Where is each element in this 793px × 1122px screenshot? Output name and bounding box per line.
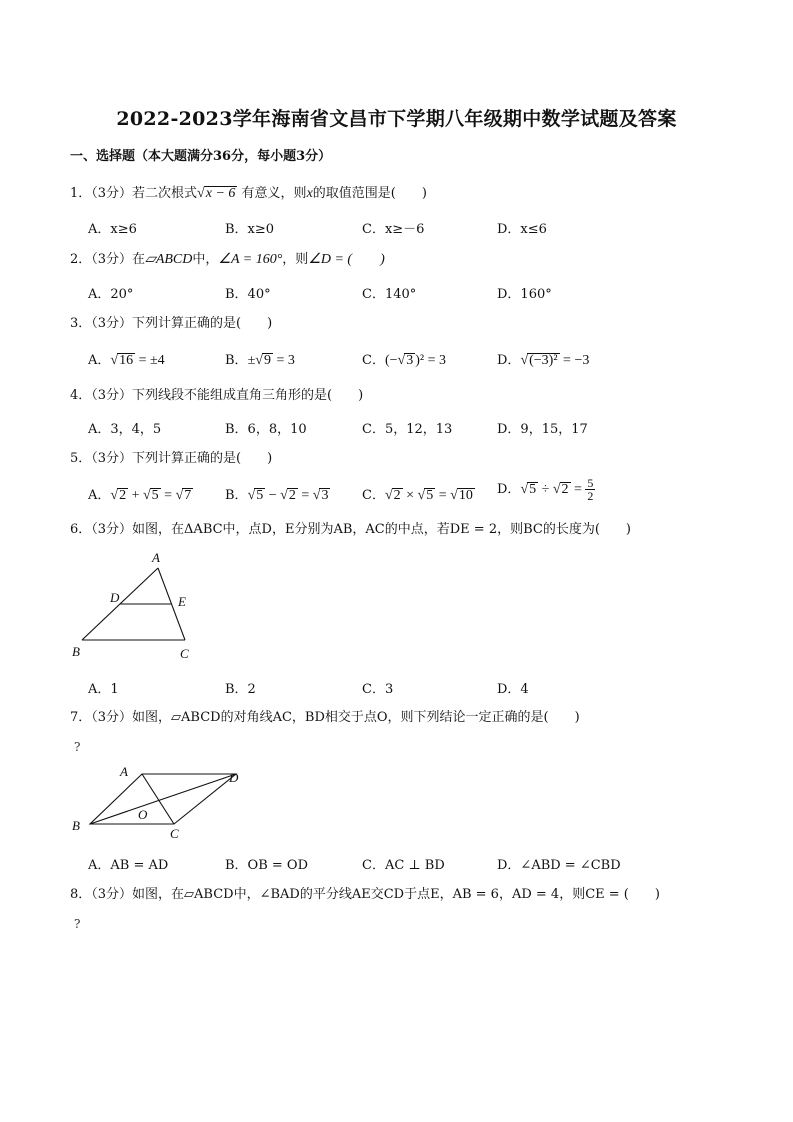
q5-b-label: B． xyxy=(225,488,248,503)
q5-b-op: − xyxy=(265,488,281,503)
q3-b-label: B． xyxy=(225,353,248,368)
q1-option-b[interactable]: B．x≥0 xyxy=(225,222,275,237)
q6-option-c[interactable]: C．3 xyxy=(362,682,394,697)
q3-option-a[interactable]: A．√16 = ±4 xyxy=(88,353,165,368)
q6-option-a[interactable]: A．1 xyxy=(88,682,119,697)
q7-option-d[interactable]: D．∠ABD = ∠CBD xyxy=(497,858,621,873)
q3-a-rest: = ±4 xyxy=(135,353,165,368)
q5-option-b[interactable]: B．√5 − √2 = √3 xyxy=(225,488,329,503)
q5-d-op: ÷ xyxy=(538,482,553,497)
q2-prefix: 2．（3分）在 xyxy=(70,252,146,267)
q3-d-rest: = −3 xyxy=(559,353,590,368)
label-a: A xyxy=(120,764,128,779)
q1-radicand: x − 6 xyxy=(205,186,236,201)
q3-option-d[interactable]: D．√(−3)² = −3 xyxy=(497,353,590,368)
q5-d-numerator: 5 xyxy=(587,476,594,490)
label-b: B xyxy=(72,818,80,833)
q6-option-d[interactable]: D．4 xyxy=(497,682,529,697)
q5-a-r3: 7 xyxy=(184,488,192,503)
q3-option-b[interactable]: B．±√9 = 3 xyxy=(225,353,295,368)
q3-c-label: C． xyxy=(362,353,385,368)
question-6: 6．（3分）如图，在ΔABC中，点D，E分别为AB，AC的中点，若DE = 2，则BC的长度为( ) xyxy=(70,522,631,537)
question-2 xyxy=(70,248,385,268)
q5-d-label: D． xyxy=(497,482,521,497)
q5-option-a[interactable]: A．√2 + √5 = √7 xyxy=(88,488,192,503)
q5-a-r1: 2 xyxy=(119,488,127,503)
q3-b-rest: = 3 xyxy=(272,353,295,368)
label-d: D xyxy=(229,770,239,785)
label-b: B xyxy=(72,644,80,659)
parallelogram-figure xyxy=(70,762,250,842)
q4-option-d[interactable]: D．9，15，17 xyxy=(497,422,588,437)
q3-option-c[interactable]: C．(−√3 )² = 3 xyxy=(362,353,446,368)
q7-missing-image-mark: ? xyxy=(74,740,81,754)
question-1: 1．（3分）若二次根式√x − 6 有意义，则x的取值范围是( ) xyxy=(70,186,427,201)
q3-b-pre: ± xyxy=(247,353,256,368)
q5-d-eq: = xyxy=(570,482,586,497)
q1-suffix-a: 有意义，则 xyxy=(241,186,307,201)
q5-d-r2: 2 xyxy=(561,482,569,497)
q3-a-label: A． xyxy=(88,353,111,368)
label-c: C xyxy=(180,646,189,661)
q2-sep: ，则 xyxy=(282,252,309,267)
label-a: A xyxy=(152,550,160,565)
q1-option-d[interactable]: D．x≤6 xyxy=(497,222,547,237)
q1-option-c[interactable]: C．x≥－6 xyxy=(362,222,425,237)
q4-option-a[interactable]: A．3，4，5 xyxy=(88,422,162,437)
q5-c-op: × xyxy=(402,488,418,503)
q5-b-r1: 5 xyxy=(256,488,264,503)
question-7: 7．（3分）如图，▱ABCD的对角线AC，BD相交于点O，则下列结论一定正确的是( ) xyxy=(70,710,580,725)
q3-a-radicand: 16 xyxy=(119,353,134,368)
q3-d-label: D． xyxy=(497,353,521,368)
label-e: E xyxy=(178,594,186,609)
question-5: 5．（3分）下列计算正确的是( ) xyxy=(70,451,273,466)
q1-option-a[interactable]: A．x≥6 xyxy=(88,222,137,237)
q3-c-rest: )² = 3 xyxy=(415,353,446,368)
q2-option-a[interactable]: A．20° xyxy=(88,287,134,302)
q4-option-c[interactable]: C．5，12，13 xyxy=(362,422,453,437)
q3-c-radicand: 3 xyxy=(406,353,414,368)
q1-var: x xyxy=(306,186,313,201)
q5-d-denominator: 2 xyxy=(587,489,594,503)
q5-b-r3: 3 xyxy=(321,488,329,503)
triangle-figure xyxy=(70,548,210,666)
q3-c-pre: (− xyxy=(384,353,398,368)
q3-b-radicand: 9 xyxy=(263,353,271,368)
q5-option-d[interactable]: D．√5 ÷ √2 = $\frac{5}{2}$ xyxy=(497,476,594,503)
q7-option-b[interactable]: B．OB = OD xyxy=(225,858,309,873)
q5-d-r1: 5 xyxy=(529,482,537,497)
section-heading: 一、选择题（本大题满分36分，每小题3分） xyxy=(70,149,332,164)
q5-c-r3: 10 xyxy=(458,488,473,503)
q5-a-op: + xyxy=(128,488,143,503)
q2-option-d[interactable]: D．160° xyxy=(497,287,552,302)
q2-parallelogram: ▱ABCD xyxy=(145,252,193,267)
q5-a-label: A． xyxy=(88,488,111,503)
q2-angle: ∠A = 160° xyxy=(218,252,283,267)
diagonal-bd xyxy=(90,774,236,824)
q8-missing-image-mark: ? xyxy=(74,917,81,931)
label-c: C xyxy=(170,826,179,841)
q2-option-c[interactable]: C．140° xyxy=(362,287,417,302)
q7-option-a[interactable]: A．AB = AD xyxy=(88,858,169,873)
q5-c-label: C． xyxy=(362,488,385,503)
q5-c-r1: 2 xyxy=(393,488,401,503)
q5-d-fraction xyxy=(585,477,595,502)
q1-prefix: 1．（3分）若二次根式 xyxy=(70,186,198,201)
q7-option-c[interactable]: C．AC ⊥ BD xyxy=(362,858,445,873)
q2-ask: ∠D = ( ) xyxy=(308,252,385,267)
question-3: 3．（3分）下列计算正确的是( ) xyxy=(70,316,273,331)
q2-mid: 中， xyxy=(192,252,219,267)
q6-option-b[interactable]: B．2 xyxy=(225,682,256,697)
q5-c-eq: = xyxy=(435,488,451,503)
question-8: 8．（3分）如图，在▱ABCD中，∠BAD的平分线AE交CD于点E，AB = 6，AD = 4，则CE = ( ) xyxy=(70,887,660,902)
q1-suffix-b: 的取值范围是( ) xyxy=(312,186,427,201)
label-d: D xyxy=(110,590,120,605)
q5-c-r2: 5 xyxy=(426,488,434,503)
q4-option-b[interactable]: B．6，8，10 xyxy=(225,422,307,437)
q5-b-r2: 2 xyxy=(288,488,296,503)
q3-d-radicand: (−3)² xyxy=(529,353,558,368)
label-o: O xyxy=(138,807,148,822)
q5-a-eq: = xyxy=(160,488,176,503)
q5-option-c[interactable]: C．√2 × √5 = √10 xyxy=(362,488,473,503)
q5-a-r2: 5 xyxy=(151,488,159,503)
q2-option-b[interactable]: B．40° xyxy=(225,287,271,302)
page-title: 2022-2023学年海南省文昌市下学期八年级期中数学试题及答案 xyxy=(116,108,677,130)
question-4: 4．（3分）下列线段不能组成直角三角形的是( ) xyxy=(70,388,364,403)
q5-b-eq: = xyxy=(297,488,313,503)
